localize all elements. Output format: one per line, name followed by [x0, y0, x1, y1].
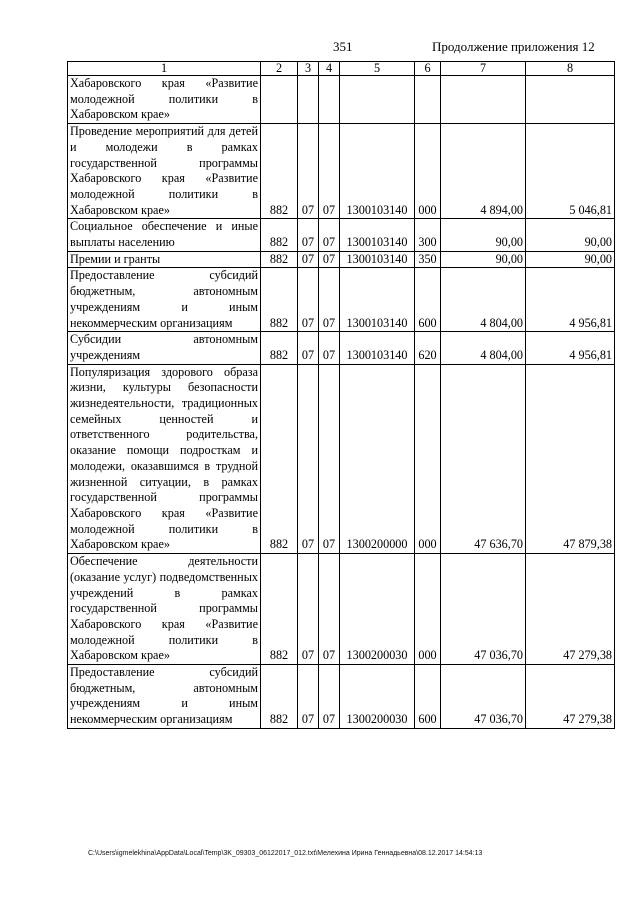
table-row — [68, 251, 615, 268]
cell-expense-type: 000 — [415, 124, 441, 219]
cell-amount-1: 47 636,70 — [441, 364, 526, 553]
row-name: Обеспечение деятельности (оказание услуг) подведомственных учреждений в рамках государственной программы Хабаровского края «Развитие молодежной политики в Хабаровском крае» — [68, 554, 261, 665]
cell-expense-type: 000 — [415, 554, 441, 665]
column-header: 7 — [441, 62, 526, 76]
cell-section: 07 — [298, 332, 319, 364]
cell-amount-2: 4 956,81 — [526, 268, 615, 332]
table-row — [68, 332, 615, 364]
row-name: Предоставление субсидий бюджетным, автономным учреждениям и иным некоммерческим организациям — [68, 665, 261, 729]
cell-subsection: 07 — [319, 268, 340, 332]
cell-subsection: 07 — [319, 554, 340, 665]
cell-admin-code — [261, 76, 298, 124]
cell-admin-code: 882 — [261, 364, 298, 553]
cell-section: 07 — [298, 251, 319, 268]
cell-amount-2: 47 879,38 — [526, 364, 615, 553]
row-name: Премии и гранты — [68, 251, 261, 268]
table-row — [68, 665, 615, 729]
table-row — [68, 268, 615, 332]
cell-subsection: 07 — [319, 251, 340, 268]
cell-subsection: 07 — [319, 219, 340, 251]
cell-section: 07 — [298, 364, 319, 553]
column-header: 6 — [415, 62, 441, 76]
cell-subsection: 07 — [319, 364, 340, 553]
row-name: Субсидии автономным учреждениям — [68, 332, 261, 364]
table-row — [68, 554, 615, 665]
cell-admin-code: 882 — [261, 554, 298, 665]
cell-section: 07 — [298, 665, 319, 729]
table-row — [68, 76, 615, 124]
cell-admin-code: 882 — [261, 251, 298, 268]
cell-subsection: 07 — [319, 124, 340, 219]
table-row — [68, 219, 615, 251]
cell-amount-1: 90,00 — [441, 219, 526, 251]
cell-target-article — [340, 76, 415, 124]
row-name: Популяризация здорового образа жизни, культуры безопасности жизнедеятельности, традиционных семейных ценностей и ответственного родительства, оказание помощи подросткам и молодежи, оказавшимся в трудной жизненной ситуации, в рамках государственной программы Хабаровского края «Развитие молодежной политики в Хабаровском крае» — [68, 364, 261, 553]
cell-expense-type: 620 — [415, 332, 441, 364]
cell-amount-1: 4 804,00 — [441, 332, 526, 364]
cell-amount-1 — [441, 76, 526, 124]
cell-amount-2: 90,00 — [526, 219, 615, 251]
header-row — [68, 62, 615, 76]
cell-admin-code: 882 — [261, 219, 298, 251]
cell-admin-code: 882 — [261, 268, 298, 332]
cell-amount-1: 47 036,70 — [441, 665, 526, 729]
cell-target-article: 1300103140 — [340, 124, 415, 219]
continuation-label: Продолжение приложения 12 — [432, 39, 595, 54]
cell-amount-2: 47 279,38 — [526, 665, 615, 729]
cell-section: 07 — [298, 554, 319, 665]
table-row — [68, 124, 615, 219]
cell-expense-type: 600 — [415, 665, 441, 729]
cell-amount-2: 90,00 — [526, 251, 615, 268]
cell-amount-2: 5 046,81 — [526, 124, 615, 219]
cell-subsection: 07 — [319, 332, 340, 364]
table-row — [68, 364, 615, 553]
cell-expense-type: 600 — [415, 268, 441, 332]
column-header: 2 — [261, 62, 298, 76]
cell-amount-2 — [526, 76, 615, 124]
cell-section: 07 — [298, 124, 319, 219]
cell-subsection: 07 — [319, 665, 340, 729]
file-path-footer: C:\Users\igmelekhina\AppData\Local\Temp\3K_09303_06122017_012.txt\Мелехина Ирина Геннадьевна\08.12.2017 14:54:13 — [88, 850, 483, 857]
cell-expense-type: 300 — [415, 219, 441, 251]
row-name: Социальное обеспечение и иные выплаты населению — [68, 219, 261, 251]
cell-amount-2: 47 279,38 — [526, 554, 615, 665]
column-header: 3 — [298, 62, 319, 76]
cell-amount-2: 4 956,81 — [526, 332, 615, 364]
cell-admin-code: 882 — [261, 124, 298, 219]
page-number: 351 — [333, 39, 353, 54]
cell-admin-code: 882 — [261, 332, 298, 364]
cell-section: 07 — [298, 268, 319, 332]
cell-section: 07 — [298, 219, 319, 251]
column-header: 4 — [319, 62, 340, 76]
cell-target-article: 1300103140 — [340, 332, 415, 364]
cell-amount-1: 90,00 — [441, 251, 526, 268]
cell-target-article: 1300103140 — [340, 219, 415, 251]
budget-table — [67, 61, 615, 729]
cell-target-article: 1300103140 — [340, 251, 415, 268]
row-name: Хабаровского края «Развитие молодежной политики в Хабаровском крае» — [68, 76, 261, 124]
cell-target-article: 1300103140 — [340, 268, 415, 332]
column-header: 5 — [340, 62, 415, 76]
cell-subsection — [319, 76, 340, 124]
column-header: 8 — [526, 62, 615, 76]
cell-target-article: 1300200030 — [340, 554, 415, 665]
cell-amount-1: 4 804,00 — [441, 268, 526, 332]
cell-expense-type — [415, 76, 441, 124]
cell-expense-type: 000 — [415, 364, 441, 553]
cell-amount-1: 47 036,70 — [441, 554, 526, 665]
row-name: Проведение мероприятий для детей и молодежи в рамках государственной программы Хабаровского края «Развитие молодежной политики в Хабаровском крае» — [68, 124, 261, 219]
column-header: 1 — [68, 62, 261, 76]
cell-target-article: 1300200000 — [340, 364, 415, 553]
row-name: Предоставление субсидий бюджетным, автономным учреждениям и иным некоммерческим организациям — [68, 268, 261, 332]
cell-section — [298, 76, 319, 124]
cell-target-article: 1300200030 — [340, 665, 415, 729]
cell-amount-1: 4 894,00 — [441, 124, 526, 219]
cell-expense-type: 350 — [415, 251, 441, 268]
cell-admin-code: 882 — [261, 665, 298, 729]
table-body — [68, 76, 615, 729]
